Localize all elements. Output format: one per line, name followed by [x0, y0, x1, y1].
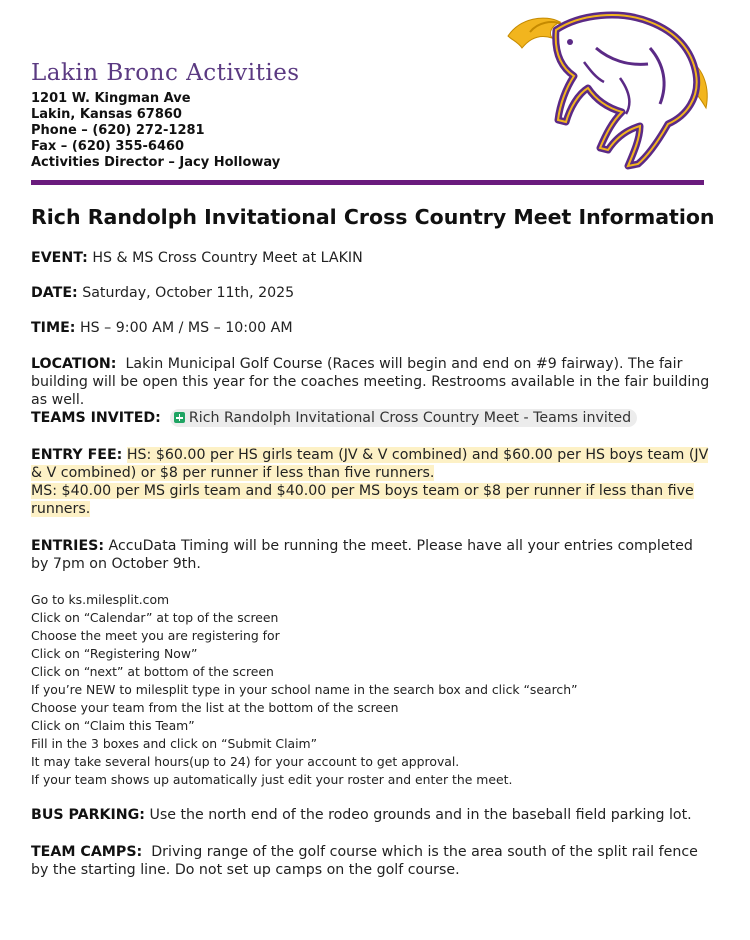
step-item: Click on “Registering Now”: [31, 646, 198, 661]
entries-paragraph: [31, 537, 712, 573]
step-item: Choose your team from the list at the bottom of the screen: [31, 700, 399, 715]
bus-parking-value: Use the north end of the rodeo grounds and in the baseball field parking lot.: [149, 807, 692, 823]
director-line: Activities Director – Jacy Holloway: [31, 155, 281, 170]
entries-value: AccuData Timing will be running the meet. Please have all your entries completed by 7pm on October 9th.: [31, 538, 693, 572]
event-value: HS & MS Cross Country Meet at LAKIN: [92, 250, 363, 266]
header-divider: [31, 180, 704, 185]
event-label: EVENT:: [31, 250, 88, 266]
bus-parking-line: [31, 806, 712, 824]
step-item: If your team shows up automatically just edit your roster and enter the meet.: [31, 772, 513, 787]
date-line: [31, 284, 712, 302]
location-label: LOCATION:: [31, 356, 117, 372]
registration-steps: [31, 591, 578, 789]
entry-fee-paragraph: [31, 446, 712, 518]
teams-chip-label: Rich Randolph Invitational Cross Country Meet - Teams invited: [188, 410, 632, 426]
location-value: Lakin Municipal Golf Course (Races will begin and end on #9 fairway). The fair building will be open this year for the coaches meeting. Restrooms available in the fair building as well.: [31, 356, 710, 408]
phone-line: Phone – (620) 272-1281: [31, 123, 205, 138]
fax-line: Fax – (620) 355-6460: [31, 139, 185, 154]
step-item: Click on “Calendar” at top of the screen: [31, 610, 279, 625]
step-item: Choose the meet you are registering for: [31, 628, 280, 643]
entry-fee-ms: MS: $40.00 per MS girls team and $40.00 per MS boys team or $8 per runner if less than five runners.: [31, 483, 694, 517]
org-name: Lakin Bronc Activities: [31, 60, 300, 86]
team-camps-label: TEAM CAMPS:: [31, 844, 143, 860]
step-item: Fill in the 3 boxes and click on “Submit Claim”: [31, 736, 318, 751]
bus-parking-label: BUS PARKING:: [31, 807, 145, 823]
date-label: DATE:: [31, 285, 78, 301]
entry-fee-hs: HS: $60.00 per HS girls team (JV & V combined) and $60.00 per HS boys team (JV & V combined) or $8 per runner if less than five runners.: [31, 447, 709, 481]
teams-invited-chip[interactable]: [170, 409, 637, 427]
step-item: It may take several hours(up to 24) for your account to get approval.: [31, 754, 460, 769]
location-paragraph: [31, 355, 712, 409]
sheets-icon: [174, 412, 185, 423]
step-item: Go to ks.milesplit.com: [31, 592, 170, 607]
time-line: [31, 319, 712, 337]
team-camps-paragraph: [31, 843, 712, 879]
page-title: Rich Randolph Invitational Cross Country Meet Information: [31, 205, 715, 229]
time-value: HS – 9:00 AM / MS – 10:00 AM: [79, 320, 293, 336]
teams-line: [31, 409, 712, 427]
step-item: Click on “Claim this Team”: [31, 718, 195, 733]
time-label: TIME:: [31, 320, 76, 336]
bronco-horse-icon: [500, 8, 716, 170]
entries-label: ENTRIES:: [31, 538, 105, 554]
city-line: Lakin, Kansas 67860: [31, 107, 182, 122]
team-camps-value: Driving range of the golf course which is the area south of the split rail fence by the starting line. Do not set up camps on the golf course.: [31, 844, 698, 878]
date-value: Saturday, October 11th, 2025: [82, 285, 295, 301]
step-item: Click on “next” at bottom of the screen: [31, 664, 274, 679]
address-line: 1201 W. Kingman Ave: [31, 91, 191, 106]
entry-fee-label: ENTRY FEE:: [31, 447, 123, 463]
event-line: [31, 249, 712, 267]
step-item: If you’re NEW to milesplit type in your school name in the search box and click “search”: [31, 682, 578, 697]
address-block: [31, 91, 280, 171]
teams-label: TEAMS INVITED:: [31, 410, 161, 426]
